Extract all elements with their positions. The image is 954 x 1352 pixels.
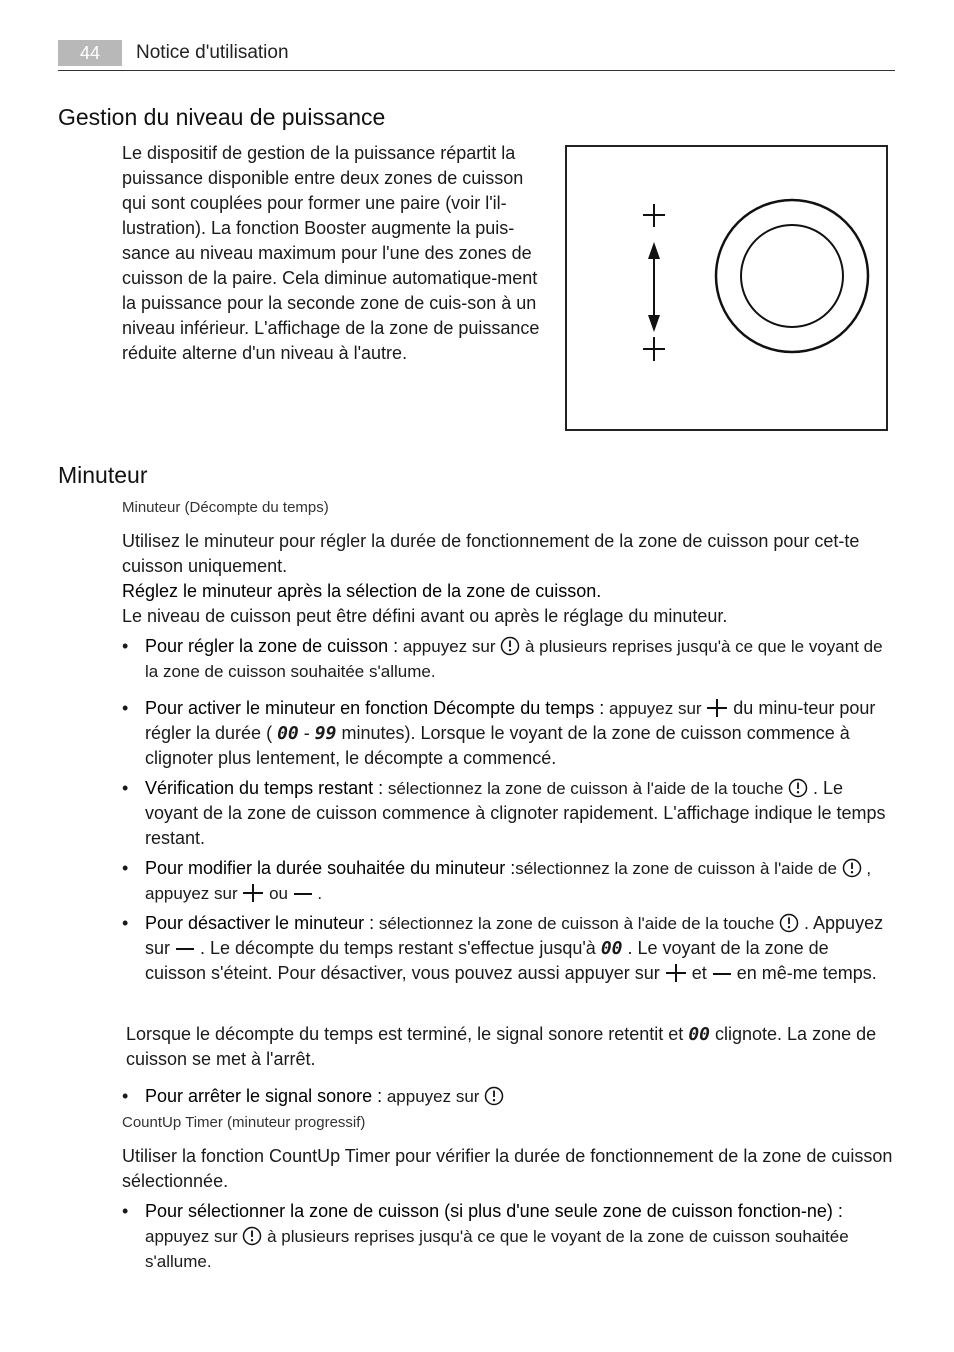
countdown-end-paragraph <box>126 1022 894 1072</box>
list-item <box>122 1199 894 1274</box>
cooking-zone-outer-ring <box>716 200 868 352</box>
arrow-head-down <box>648 315 660 332</box>
item-text: . Le voyant de la zone de cuisson s'éteint. Pour désactiver, vous pouvez aussi appuyer sur <box>145 938 829 983</box>
timer-icon <box>779 913 799 933</box>
page-number: 44 <box>58 40 122 66</box>
item-label: Pour désactiver le minuteur : <box>145 913 375 933</box>
item-text: et <box>686 963 712 983</box>
item-text: - <box>298 723 315 743</box>
timer-icon <box>484 1086 504 1106</box>
item-text: à plusieurs reprises jusqu'à ce que le voyant de la zone de cuisson souhaitée s'allume. <box>145 1227 849 1271</box>
item-text: . Le décompte du temps restant s'effectue jusqu'à <box>195 938 601 958</box>
list-item <box>122 634 894 684</box>
item-text: sélectionnez la zone de cuisson à l'aide de <box>515 859 842 878</box>
countup-intro: Utiliser la fonction CountUp Timer pour vérifier la durée de fonctionnement de la zone de cuisson sélectionnée. <box>122 1146 893 1191</box>
item-text: appuyez sur <box>382 1087 485 1106</box>
item-label: Pour sélectionner la zone de cuisson (si plus d'une seule zone de cuisson fonction-ne) : <box>145 1201 843 1221</box>
end-text: Lorsque le décompte du temps est terminé, le signal sonore retentit et <box>126 1024 689 1044</box>
section-title-minuteur: Minuteur <box>58 462 148 488</box>
minus-icon <box>175 938 195 958</box>
header-rule <box>58 70 895 71</box>
plus-icon <box>706 698 728 718</box>
section-title-gestion: Gestion du niveau de puissance <box>58 104 386 130</box>
item-text: ou <box>264 884 293 903</box>
end-text: clignote. La zone de cuisson se met à l'arrêt. <box>126 1024 877 1069</box>
bullet-list-1 <box>122 634 894 684</box>
digit-display: 00 <box>688 1024 710 1045</box>
list-item <box>122 856 894 906</box>
subtitle-countup: CountUp Timer (minuteur progressif) <box>122 1114 366 1131</box>
gestion-paragraph: Le dispositif de gestion de la puissance répartit la puissance disponible entre deux zones de cuisson qui sont couplées pour former une paire (voir l'il-lustration). La fonction Booster augmente la puis-sance au niveau maximum pour l'une des zones de cuisson de la paire. Cela diminue automatique-ment la puissance pour la seconde zone de cuis-son à un niveau inférieur. L'affichage de la zone de puissance réduite alterne d'un niveau à l'autre. <box>122 143 540 363</box>
bullet-list-3 <box>122 1084 894 1109</box>
list-item <box>122 696 894 771</box>
header-title: Notice d'utilisation <box>136 42 289 63</box>
item-text: , appuyez sur <box>145 859 872 903</box>
item-text: appuyez sur <box>398 637 501 656</box>
digit-display: 00 <box>277 723 299 744</box>
list-item <box>122 911 894 986</box>
item-label: Pour régler la zone de cuisson : <box>145 636 399 656</box>
intro-line-1: Utilisez le minuteur pour régler la durée de fonctionnement de la zone de cuisson pour cet-te cuisson uniquement. <box>122 531 860 576</box>
timer-icon <box>500 636 520 656</box>
intro-line-3: Le niveau de cuisson peut être défini avant ou après le réglage du minuteur. <box>122 606 728 626</box>
item-label: Pour modifier la durée souhaitée du minuteur : <box>145 858 516 878</box>
minus-icon <box>293 883 313 903</box>
item-text: . <box>312 884 323 903</box>
arrow-head-up <box>648 242 660 259</box>
minuteur-intro <box>122 529 894 629</box>
subtitle-countdown: Minuteur (Décompte du temps) <box>122 499 329 516</box>
item-label: Vérification du temps restant : <box>145 778 384 798</box>
cooking-zone-inner-ring <box>741 225 843 327</box>
item-text: sélectionnez la zone de cuisson à l'aide de la touche <box>383 779 789 798</box>
item-text: du minu-teur pour régler la durée ( <box>145 698 876 743</box>
power-management-illustration <box>565 145 888 431</box>
item-text: sélectionnez la zone de cuisson à l'aide de la touche <box>374 914 780 933</box>
item-text: appuyez sur <box>145 1227 243 1246</box>
item-label: Pour arrêter le signal sonore : <box>145 1086 383 1106</box>
list-item <box>122 1084 894 1109</box>
digit-display: 99 <box>314 723 337 744</box>
item-text: à plusieurs reprises jusqu'à ce que le voyant de la zone de cuisson souhaitée s'allume. <box>145 637 883 681</box>
timer-icon <box>242 1226 262 1246</box>
item-text: . Appuyez sur <box>145 913 884 958</box>
bullet-list-2 <box>122 696 894 991</box>
item-text: appuyez sur <box>604 699 707 718</box>
timer-icon <box>788 778 808 798</box>
plus-icon <box>242 883 264 903</box>
timer-icon <box>842 858 862 878</box>
intro-line-2: Réglez le minuteur après la sélection de la zone de cuisson. <box>122 581 602 601</box>
item-label: Pour activer le minuteur en fonction Décompte du temps : <box>145 698 605 718</box>
item-text: en mê-me temps. <box>731 963 877 983</box>
cooking-zone-diagram <box>567 147 886 429</box>
bullet-list-4 <box>122 1199 894 1274</box>
list-item <box>122 776 894 851</box>
plus-icon <box>665 963 687 983</box>
item-text: minutes). Lorsque le voyant de la zone de cuisson commence à clignoter plus lentement, le décompte a commencé. <box>145 723 850 768</box>
minus-icon <box>712 963 732 983</box>
digit-display: 00 <box>600 938 623 959</box>
item-text: . Le voyant de la zone de cuisson commence à clignoter rapidement. L'affichage indique le temps restant. <box>145 778 886 848</box>
